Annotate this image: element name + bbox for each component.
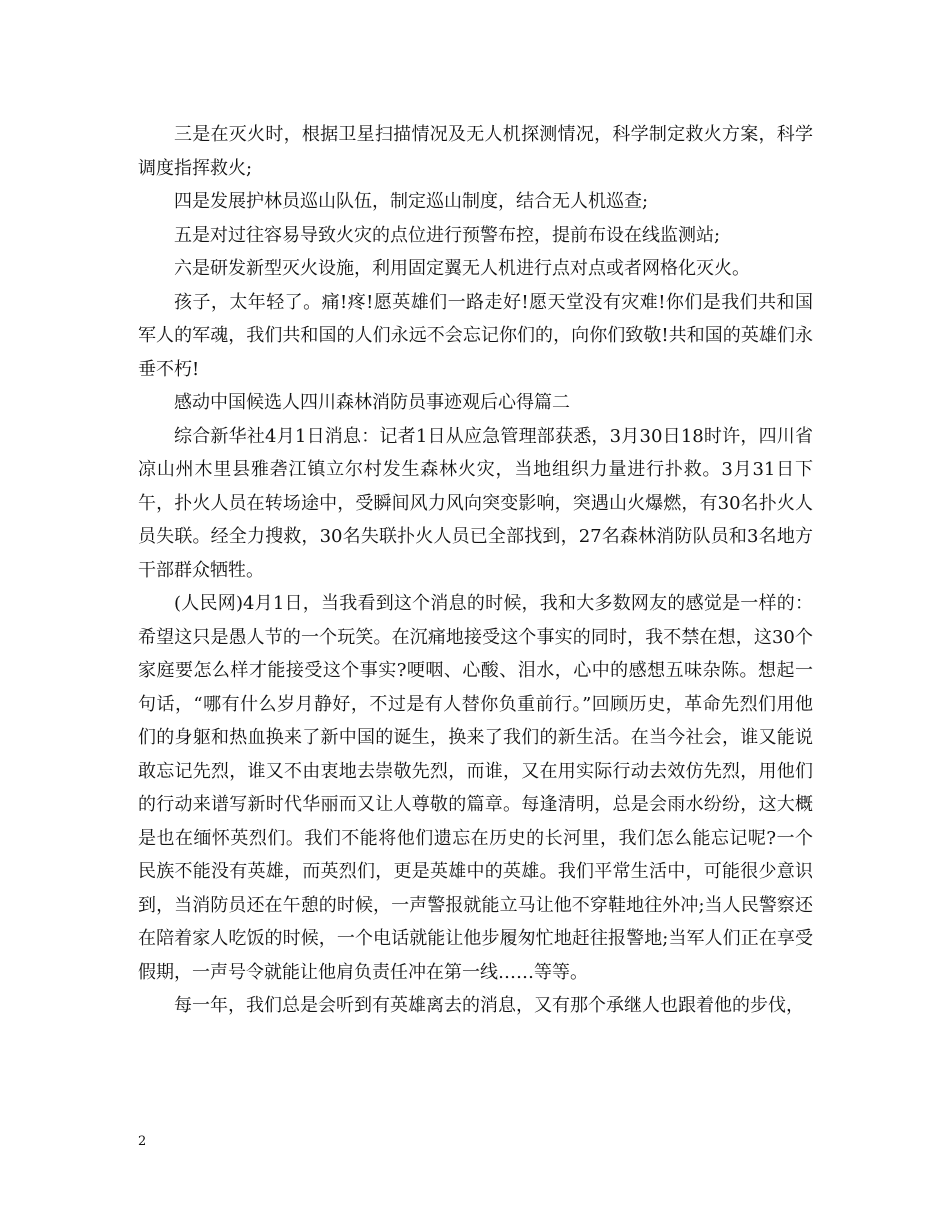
paragraph-measure-3: 三是在灭火时，根据卫星扫描情况及无人机探测情况，科学制定救火方案，科学调度指挥救火; (138, 124, 813, 179)
page-number: 2 (138, 1134, 147, 1149)
paragraph-reflection: (人民网)4月1日，当我看到这个消息的时候，我和大多数网友的感觉是一样的：希望这只是愚人节的一个玩笑。在沉痛地接受这个事实的同时，我不禁在想，这30个家庭要怎么样才能接受这个事实?哽咽、心酸、泪水，心中的感想五味杂陈。想起一句话，“哪有什么岁月静好，不过是有人替你负重前行。”回顾历史，革命先烈们用他们的身躯和热血换来了新中国的诞生，换来了我们的新生活。在当今社会，谁又能说敢忘记先烈，谁又不由衷地去崇敬先烈，而谁，又在用实际行动去效仿先烈，用他们的行动来谱写新时代华丽而又让人尊敬的篇章。每逢清明，总是会雨水纷纷，这大概是也在缅怀英烈们。我们不能将他们遗忘在历史的长河里，我们怎么能忘记呢?一个民族不能没有英雄，而英烈们，更是英雄中的英雄。我们平常生活中，可能很少意识到，当消防员还在午憩的时候，一声警报就能立马让他不穿鞋地往外冲;当人民警察还在陪着家人吃饭的时候，一个电话就能让他步履匆忙地赶往报警地;当军人们正在享受假期，一声号令就能让他肩负责任冲在第一线……等等。 (138, 593, 813, 983)
paragraph-measure-4: 四是发展护林员巡山队伍，制定巡山制度，结合无人机巡查; (174, 191, 649, 212)
paragraph-tribute: 孩子，太年轻了。痛!疼!愿英雄们一路走好!愿天堂没有灾难!你们是我们共和国军人的军魂，我们共和国的人们永远不会忘记你们的，向你们致敬!共和国的英雄们永垂不朽! (138, 291, 813, 380)
paragraph-measure-5: 五是对过往容易导致火灾的点位进行预警布控，提前布设在线监测站; (174, 224, 721, 246)
document-body (138, 118, 813, 1023)
paragraph-measure-6: 六是研发新型灭火设施，利用固定翼无人机进行点对点或者网格化灭火。 (174, 258, 750, 279)
section-heading: 感动中国候选人四川森林消防员事迹观后心得篇二 (174, 392, 570, 413)
paragraph-closing: 每一年，我们总是会听到有英雄离去的消息，又有那个承继人也跟着他的步伐， (174, 995, 804, 1016)
paragraph-news-report: 综合新华社4月1日消息：记者1日从应急管理部获悉，3月30日18时许，四川省凉山州木里县雅砻江镇立尔村发生森林火灾，当地组织力量进行扑救。3月31日下午，扑火人员在转场途中，受瞬间风力风向突变影响，突遇山火爆燃，有30名扑火人员失联。经全力搜救，30名失联扑火人员已全部找到，27名森林消防队员和3名地方干部群众牺牲。 (138, 425, 813, 581)
